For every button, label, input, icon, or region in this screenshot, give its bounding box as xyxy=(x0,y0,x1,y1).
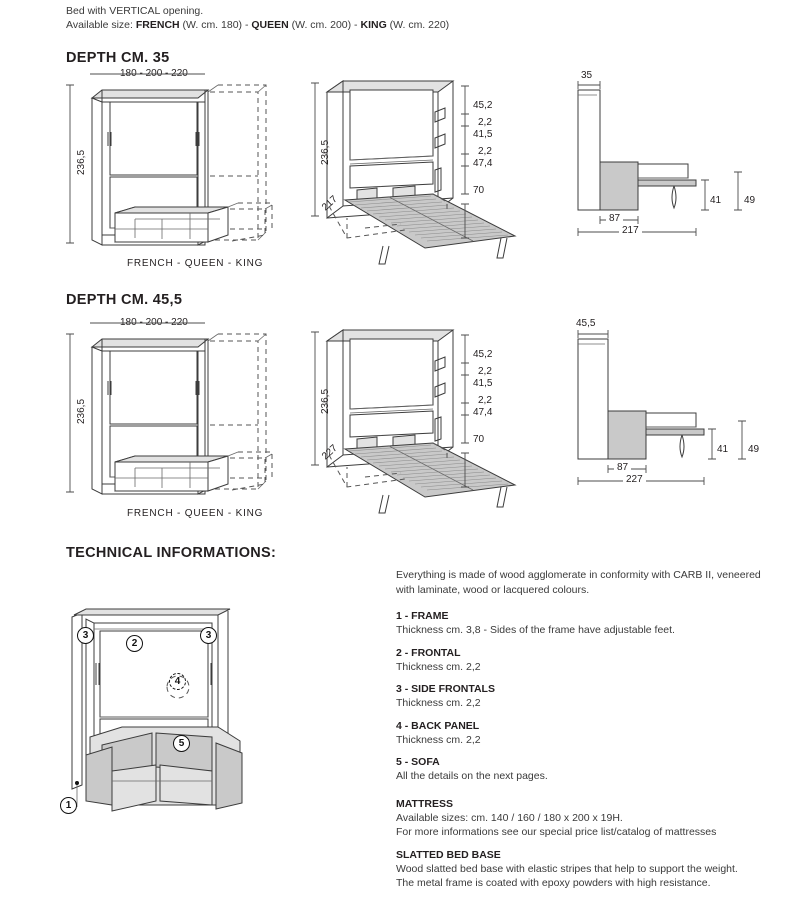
persp-stack-label-1-3: 2,2 xyxy=(478,146,492,157)
tech-item-mattress-line-2: For more informations see our special price list/catalog of mattresses xyxy=(396,826,717,838)
tech-item-frame-text: Thickness cm. 3,8 - Sides of the frame have adjustable feet. xyxy=(396,624,675,636)
tech-item-back-panel xyxy=(396,720,766,748)
front-sofa-sketch-1 xyxy=(60,205,290,255)
front-caption-1: FRENCH - QUEEN - KING xyxy=(127,258,264,269)
tech-item-frame-title: 1 - FRAME xyxy=(396,610,449,622)
side-view-diagram-2 xyxy=(560,331,780,491)
persp-stack-label-1-1: 2,2 xyxy=(478,117,492,128)
persp-stack-label-2-1: 2,2 xyxy=(478,366,492,377)
callout-4: 4 xyxy=(169,673,186,690)
side-arm-height-label-1: 49 xyxy=(744,195,756,206)
tech-item-back-panel-title: 4 - BACK PANEL xyxy=(396,719,480,732)
persp-bed-height-label-2: 70 xyxy=(473,434,485,445)
tech-item-back-panel-text: Thickness cm. 2,2 xyxy=(396,733,481,746)
section-title-depth-455: DEPTH CM. 45,5 xyxy=(66,292,183,308)
side-total-depth-label-1: 217 xyxy=(619,225,642,236)
tech-item-frontal-title: 2 - FRONTAL xyxy=(396,646,461,659)
callout-3-right: 3 xyxy=(200,627,217,644)
tech-item-slatted-bed-base xyxy=(396,849,766,891)
side-arm-height-label-2: 49 xyxy=(748,444,760,455)
side-sofa-depth-label-2: 87 xyxy=(614,462,631,473)
side-seat-height-label-2: 41 xyxy=(717,444,729,455)
persp-stack-label-2-3: 2,2 xyxy=(478,395,492,406)
tech-item-slatted-title: SLATTED BED BASE xyxy=(396,848,501,861)
front-height-label-2: 236,5 xyxy=(76,398,87,424)
tech-item-sofa-text: All the details on the next pages. xyxy=(396,770,548,782)
persp-depth-label-1: 217 xyxy=(320,193,340,214)
side-view-diagram-1 xyxy=(560,82,780,242)
callout-3-left: 3 xyxy=(77,627,94,644)
persp-height-label-2: 236,5 xyxy=(320,388,331,414)
intro-line-1: Bed with VERTICAL opening. xyxy=(66,5,204,17)
section-title-depth-35: DEPTH CM. 35 xyxy=(66,50,170,66)
intro-sizes: Available size: FRENCH (W. cm. 180) - QUEEN (W. cm. 200) - KING (W. cm. 220) xyxy=(66,19,450,31)
callout-2: 2 xyxy=(126,635,143,652)
persp-stack-label-1-0: 45,2 xyxy=(473,100,493,111)
tech-item-sofa xyxy=(396,756,766,784)
technical-text-column xyxy=(396,568,766,900)
front-height-label-1: 236,5 xyxy=(76,149,87,175)
front-width-label-2: 180 - 200 - 220 xyxy=(120,317,188,328)
tech-item-frontal xyxy=(396,647,766,675)
persp-stack-label-2-2: 41,5 xyxy=(473,378,493,389)
persp-stack-label-1-4: 47,4 xyxy=(473,158,493,169)
tech-item-mattress-line-1: Available sizes: cm. 140 / 160 / 180 x 200 x 19H. xyxy=(396,811,623,824)
callout-1: 1 xyxy=(60,797,77,814)
technical-informations-heading: TECHNICAL INFORMATIONS: xyxy=(66,545,277,561)
callout-5: 5 xyxy=(173,735,190,752)
intro-text xyxy=(66,4,449,32)
persp-depth-label-2: 227 xyxy=(320,442,340,463)
tech-item-side-frontals-text: Thickness cm. 2,2 xyxy=(396,697,481,709)
side-depth-label-1: 35 xyxy=(581,70,593,81)
persp-stack-label-2-0: 45,2 xyxy=(473,349,493,360)
tech-item-sofa-title: 5 - SOFA xyxy=(396,756,440,768)
persp-height-label-1: 236,5 xyxy=(320,139,331,165)
tech-item-side-frontals xyxy=(396,683,766,711)
tech-item-mattress-title: MATTRESS xyxy=(396,797,453,810)
front-caption-2: FRENCH - QUEEN - KING xyxy=(127,508,264,519)
front-sofa-sketch-2 xyxy=(60,454,290,504)
tech-item-slatted-line-1: Wood slatted bed base with elastic stripes that help to support the weight. xyxy=(396,862,738,875)
side-total-depth-label-2: 227 xyxy=(623,474,646,485)
tech-item-frame xyxy=(396,610,766,638)
persp-stack-label-2-4: 47,4 xyxy=(473,407,493,418)
tech-item-slatted-line-2: The metal frame is coated with epoxy powders with high resistance. xyxy=(396,877,711,889)
tech-item-mattress xyxy=(396,798,766,840)
perspective-view-diagram-1 xyxy=(305,78,535,268)
persp-stack-label-1-2: 41,5 xyxy=(473,129,493,140)
front-width-label-1: 180 - 200 - 220 xyxy=(120,68,188,79)
side-sofa-depth-label-1: 87 xyxy=(606,213,623,224)
side-depth-label-2: 45,5 xyxy=(576,318,596,329)
tech-item-frontal-text: Thickness cm. 2,2 xyxy=(396,660,481,673)
perspective-view-diagram-2 xyxy=(305,327,535,517)
tech-item-side-frontals-title: 3 - SIDE FRONTALS xyxy=(396,683,495,695)
side-seat-height-label-1: 41 xyxy=(710,195,722,206)
technical-intro: Everything is made of wood agglomerate in conformity with CARB II, veneered with laminate, wood or lacquered colours. xyxy=(396,569,761,596)
persp-bed-height-label-1: 70 xyxy=(473,185,485,196)
